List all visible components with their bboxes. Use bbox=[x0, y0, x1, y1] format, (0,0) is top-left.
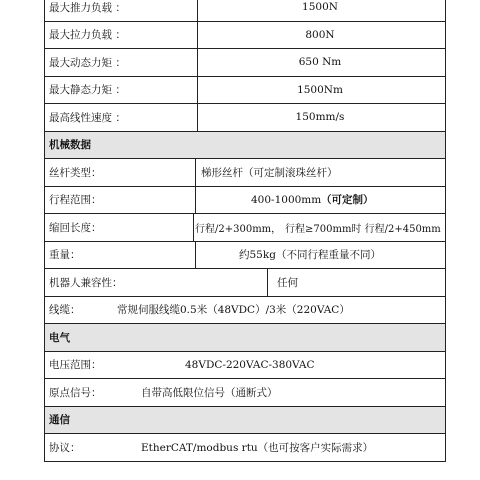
spec-value: 150mm/s bbox=[295, 111, 345, 124]
spec-table bbox=[44, 0, 446, 462]
row-robot-compat bbox=[45, 269, 445, 297]
spec-value: 650 Nm bbox=[298, 56, 342, 69]
section-title: 机械数据 bbox=[49, 139, 91, 152]
section-title: 通信 bbox=[49, 414, 70, 427]
row-screw-type bbox=[45, 159, 445, 187]
row-value-b: 行程≥700mm时 行程/2+450mm bbox=[285, 223, 441, 235]
row-label: 缩回长度： bbox=[49, 221, 102, 234]
row-value: 任何 bbox=[277, 276, 298, 289]
row-label: 机器人兼容性： bbox=[49, 276, 123, 289]
section-electrical bbox=[45, 324, 445, 352]
spec-label: 最大动态力矩 ： bbox=[49, 56, 126, 69]
row-protocol bbox=[45, 434, 445, 462]
spec-value: 1500Nm bbox=[297, 83, 343, 96]
row-label: 协议： bbox=[49, 441, 81, 454]
spec-row-max-pull bbox=[45, 22, 445, 50]
spec-value: 800N bbox=[305, 28, 335, 41]
row-value: 梯形丝杆（可定制滚珠丝杆） bbox=[201, 166, 338, 179]
divider bbox=[193, 214, 194, 241]
divider bbox=[195, 159, 196, 186]
row-cable bbox=[45, 297, 445, 325]
row-value: 48VDC-220VAC-380VAC bbox=[185, 358, 315, 371]
row-stroke bbox=[45, 187, 445, 215]
row-value: 自带高低限位信号（通断式） bbox=[141, 386, 278, 399]
divider bbox=[195, 187, 196, 214]
spec-row-static-torque bbox=[45, 77, 445, 105]
spec-row-max-speed bbox=[45, 104, 445, 132]
row-label: 丝杆类型： bbox=[49, 166, 102, 179]
spec-value: 1500N bbox=[302, 1, 338, 14]
row-label: 线缆： bbox=[49, 304, 81, 317]
section-title: 电气 bbox=[49, 331, 70, 344]
spec-row-max-push bbox=[45, 0, 445, 22]
section-communication bbox=[45, 407, 445, 435]
section-mechanical bbox=[45, 132, 445, 160]
spec-label: 最大拉力负载 ： bbox=[49, 29, 126, 42]
row-retract-length bbox=[45, 214, 445, 242]
spec-label: 最高线性速度 ： bbox=[49, 111, 126, 124]
row-note: （可定制） bbox=[321, 194, 374, 207]
row-label: 重量： bbox=[49, 249, 81, 262]
row-value: 400-1000mm bbox=[251, 193, 322, 206]
spec-label: 最大静态力矩 ： bbox=[49, 84, 126, 97]
row-label: 原点信号： bbox=[49, 386, 102, 399]
row-value: 常规伺服线缆0.5米（48VDC）/3米（220VAC） bbox=[117, 304, 350, 317]
spec-row-dynamic-torque bbox=[45, 49, 445, 77]
row-label: 行程范围： bbox=[49, 194, 102, 207]
row-voltage bbox=[45, 352, 445, 380]
row-weight bbox=[45, 242, 445, 270]
row-value: 约55kg（不同行程重量不同） bbox=[239, 249, 381, 262]
divider bbox=[195, 242, 196, 269]
row-value: EtherCAT/modbus rtu（也可按客户实际需求） bbox=[141, 441, 374, 454]
row-origin-signal bbox=[45, 379, 445, 407]
row-label: 电压范围： bbox=[49, 359, 102, 372]
spec-label: 最大推力负载 ： bbox=[49, 1, 126, 14]
row-value-a: 行程/2+300mm， bbox=[195, 223, 282, 235]
divider bbox=[267, 269, 268, 296]
